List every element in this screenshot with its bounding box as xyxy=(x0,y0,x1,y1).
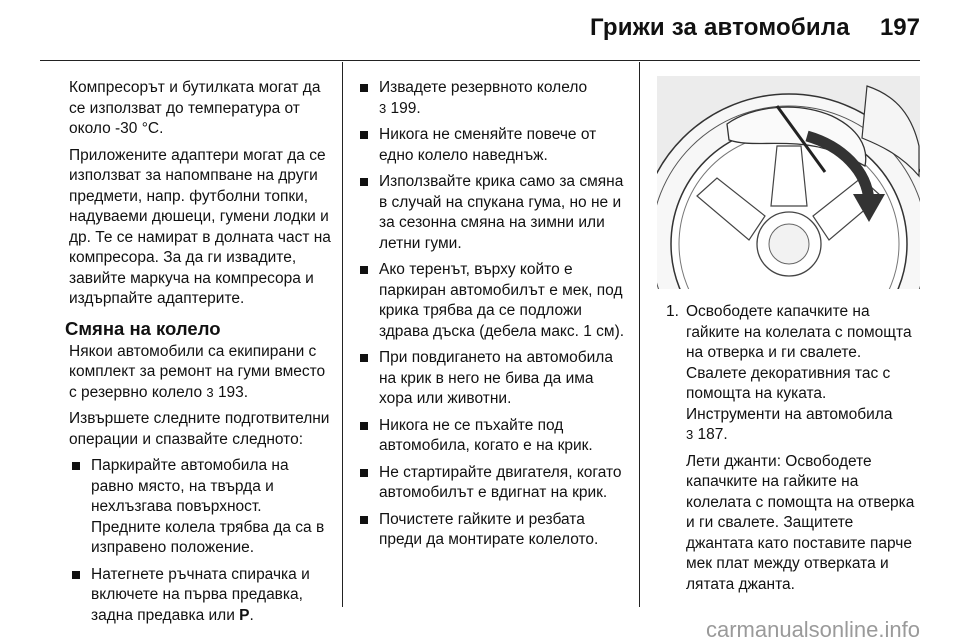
list-item: Никога не сменяйте повече от едно колело наведнъж. xyxy=(357,125,627,166)
column-divider-1 xyxy=(342,62,343,607)
column-1 xyxy=(65,78,331,632)
page-header-title: Грижи за автомобила xyxy=(590,14,850,41)
wheel-cover-illustration xyxy=(657,76,920,289)
page-number: 197 xyxy=(879,14,920,41)
bullet-square-icon xyxy=(360,516,368,524)
page-reference[interactable]: 187. xyxy=(697,426,728,443)
header-divider xyxy=(40,60,920,61)
list-item: Почистете гайките и резбата преди да монтирате колелото. xyxy=(357,510,627,551)
alloy-wheels-note: Лети джанти: Освободете капачките на гайките на колелата с помощта на отверка и ги свалете. Защитете джантата като поставите парче мек плат между отверката и лятата джанта. xyxy=(686,452,915,593)
list-item: Използвайте крика само за смяна в случай на спукана гума, но не и за сезонна смяна на зимни или летни гуми. xyxy=(357,172,627,254)
paragraph-compressor-temp: Компресорът и бутилката могат да се използват до температура от около -30 °C. xyxy=(69,79,321,137)
reference-arrow-icon: 3 xyxy=(206,384,214,400)
list-item: Не стартирайте двигателя, когато автомобилът е вдигнат на крик. xyxy=(357,463,627,504)
column-divider-2 xyxy=(639,62,640,607)
bullet-square-icon xyxy=(360,178,368,186)
bullet-square-icon xyxy=(360,422,368,430)
section-heading-wheel-change: Смяна на колело xyxy=(65,317,221,339)
column-2 xyxy=(357,78,627,557)
gear-p-label: P xyxy=(239,606,250,624)
paragraph-preparation: Извършете следните подготвителни операции и спазвайте следното: xyxy=(69,410,330,448)
bullet-square-icon xyxy=(72,462,80,470)
reference-arrow-icon: 3 xyxy=(379,100,387,116)
bullet-square-icon xyxy=(72,571,80,579)
paragraph-repair-kit: Някои автомобили са екипирани с комплект за ремонт на гуми вместо с резервно колело 3 193. xyxy=(69,342,326,401)
paragraph-adapters: Приложените адаптери могат да се използват за напомпване на други предмети, напр. футболни топки, надуваеми дюшеци, гумени лодки и др. Те се намират в долната част на компресора. За да ги извадите, завийте маркуча на компресора и издърпайте адаптерите. xyxy=(69,146,331,307)
reference-arrow-icon: 3 xyxy=(686,427,694,442)
bullet-square-icon xyxy=(360,354,368,362)
wheel-cover-drawing xyxy=(657,76,920,289)
list-item: Никога не се пъхайте под автомобила, когато е на крик. xyxy=(357,416,627,457)
bullet-square-icon xyxy=(360,469,368,477)
list-item: Ако теренът, върху който е паркиран автомобилът е мек, под крика трябва да се подложи здрава дъска (дебела макс. 1 см). xyxy=(357,260,627,342)
page-reference[interactable]: 193. xyxy=(217,383,249,401)
list-item: Натегнете ръчната спирачка и включете на първа предавка, задна предавка или P. xyxy=(69,565,331,627)
list-item: Паркирайте автомобила на равно място, на твърда и нехлъзгава повърхност. Предните колела трябва да са в изправено положение. xyxy=(69,456,331,559)
list-item: Извадете резервното колело 3 199. xyxy=(357,78,627,119)
column-3 xyxy=(666,302,924,595)
numbered-step-1: 1. Освободете капачките на гайките на колелата с помощта на отверка и ги свалете. Свалете декоративния тас с помощта на куката. Инструменти на автомобила 3 187. xyxy=(666,303,912,443)
page-reference[interactable]: 199. xyxy=(390,99,421,117)
watermark: carmanualsonline.info xyxy=(705,617,920,642)
bullet-square-icon xyxy=(360,131,368,139)
list-item: При повдигането на автомобила на крик в него не бива да има хора или животни. xyxy=(357,348,627,410)
bullet-square-icon xyxy=(360,266,368,274)
step-number: 1. xyxy=(666,303,679,320)
bullet-square-icon xyxy=(360,84,368,92)
